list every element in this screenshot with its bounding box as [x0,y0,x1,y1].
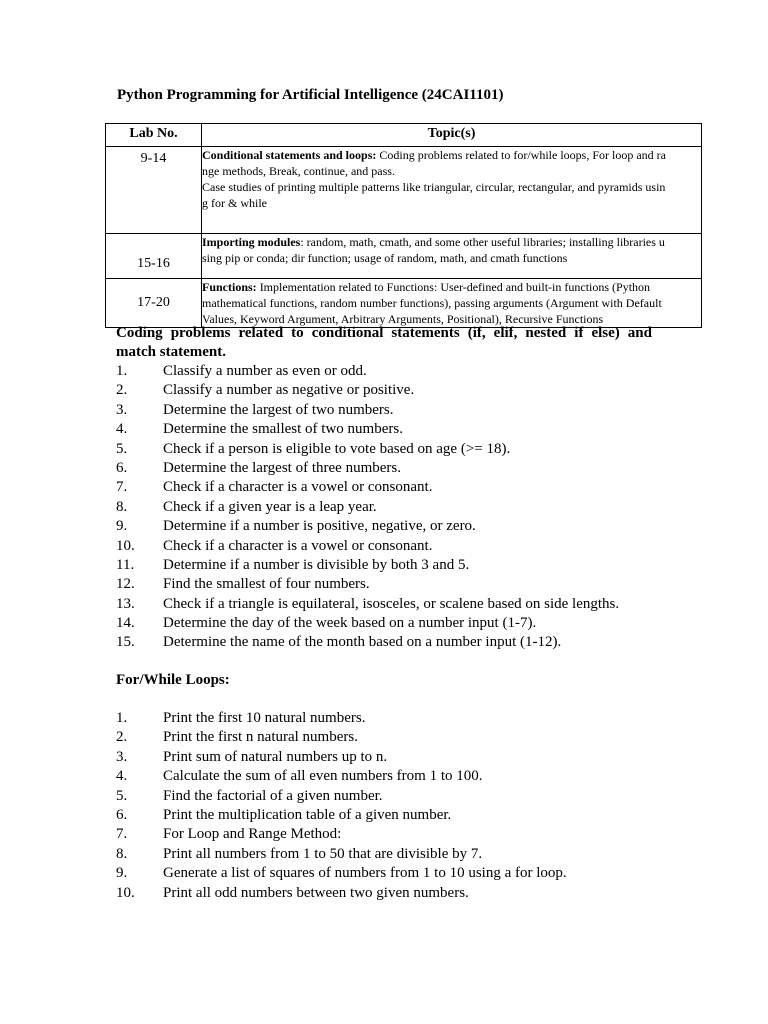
list-item [116,845,652,864]
list-item [116,401,652,420]
list-item [116,614,652,633]
topic-line: mathematical functions, random number functions), passing arguments (Argument with Default [202,296,662,310]
item-text: Check if a given year is a leap year. [163,498,377,515]
item-number: 14. [116,615,135,632]
list-item [116,478,652,497]
section-heading-line1: Coding problems related to conditional statements (if, elif, nested if else) and [116,325,652,341]
topic-line: Case studies of printing multiple patterns like triangular, circular, rectangular, and pyramids usin [202,180,666,194]
topic-line: Importing modules: random, math, cmath, and some other useful libraries; installing libraries u [202,235,665,249]
list-item [116,864,652,883]
item-text: Find the factorial of a given number. [163,787,383,804]
section-heading: For/While Loops: [116,672,230,688]
list-item [116,767,652,786]
conditional-section [116,324,652,653]
topic-line: Conditional statements and loops: Coding problems related to for/while loops, For loop and ra [202,148,666,162]
topic-line: Functions: Implementation related to Functions: User-defined and built-in functions (Python [202,280,651,294]
item-number: 1. [116,363,128,379]
list-item [116,459,652,478]
loops-section [116,671,652,903]
item-text: Print all odd numbers between two given numbers. [163,884,469,901]
table-row [106,234,702,279]
lab-number: 15-16 [106,234,202,279]
item-number: 7. [116,479,128,496]
item-text: Determine the largest of three numbers. [163,459,401,476]
lab-topics-table [105,123,702,328]
item-text: Determine the day of the week based on a number input (1-7). [163,615,537,632]
item-text: Determine if a number is divisible by both 3 and 5. [163,556,470,573]
header-lab-no: Lab No. [106,124,202,147]
item-number: 3. [116,401,128,418]
item-text: Check if a character is a vowel or consonant. [163,479,433,496]
item-number: 12. [116,576,135,593]
list-item [116,709,652,728]
table-row [106,279,702,328]
item-text: Find the smallest of four numbers. [163,576,370,593]
item-text: Print all numbers from 1 to 50 that are divisible by 7. [163,845,483,862]
item-text: Check if a character is a vowel or consonant. [163,537,433,554]
list-item [116,517,652,536]
item-text: Print the multiplication table of a given number. [163,806,452,823]
header-topics: Topic(s) [202,124,702,147]
item-text: Print sum of natural numbers up to n. [163,748,388,765]
item-text: Check if a triangle is equilateral, isosceles, or scalene based on side lengths. [163,595,620,612]
item-number: 3. [116,748,128,765]
topic-line: sing pip or conda; dir function; usage of random, math, and cmath functions [202,251,568,265]
item-text: Determine if a number is positive, negative, or zero. [163,518,476,535]
item-number: 8. [116,845,128,862]
item-number: 11. [116,556,135,573]
list-item [116,787,652,806]
item-number: 2. [116,729,128,746]
conditional-problem-list [116,362,652,653]
item-text: Print the first n natural numbers. [163,729,358,746]
item-number: 13. [116,595,135,612]
item-text: Classify a number as even or odd. [163,363,367,379]
section-heading-line2: match statement. [116,344,226,360]
list-item [116,362,652,381]
item-text: Determine the smallest of two numbers. [163,421,403,438]
topic-line: nge methods, Break, continue, and pass. [202,164,395,178]
list-item [116,806,652,825]
list-item [116,420,652,439]
item-number: 9. [116,518,128,535]
list-item [116,748,652,767]
item-number: 6. [116,459,128,476]
item-text: Check if a person is eligible to vote based on age (>= 18). [163,440,511,457]
list-item [116,381,652,400]
list-item [116,498,652,517]
item-number: 15. [116,634,135,651]
item-number: 6. [116,806,128,823]
list-item [116,884,652,903]
item-number: 7. [116,826,128,843]
item-number: 4. [116,421,128,438]
item-text: Classify a number as negative or positive. [163,382,415,399]
list-item [116,595,652,614]
item-text: For Loop and Range Method: [163,826,342,843]
topic-cell [202,279,702,328]
topic-line: g for & while [202,196,267,210]
list-item [116,537,652,556]
item-text: Determine the largest of two numbers. [163,401,394,418]
list-item [116,575,652,594]
document-title: Python Programming for Artificial Intelligence (24CAI1101) [117,87,504,103]
item-text: Calculate the sum of all even numbers from 1 to 100. [163,768,483,785]
item-number: 1. [116,710,128,726]
list-item [116,440,652,459]
item-text: Determine the name of the month based on a number input (1-12). [163,634,562,651]
item-number: 8. [116,498,128,515]
list-item [116,633,652,652]
lab-number: 17-20 [106,279,202,328]
item-text: Print the first 10 natural numbers. [163,710,366,726]
item-number: 10. [116,884,135,901]
topic-line: Values, Keyword Argument, Arbitrary Arguments, Positional), Recursive Functions [202,312,604,326]
list-item [116,556,652,575]
list-item [116,825,652,844]
loop-problem-list [116,709,652,903]
item-text: Generate a list of squares of numbers from 1 to 10 using a for loop. [163,865,567,882]
item-number: 10. [116,537,135,554]
item-number: 5. [116,787,128,804]
list-item [116,728,652,747]
item-number: 2. [116,382,128,399]
item-number: 5. [116,440,128,457]
item-number: 4. [116,768,128,785]
lab-number: 9-14 [106,147,202,234]
item-number: 9. [116,865,128,882]
topic-cell [202,234,702,279]
table-row [106,147,702,234]
topic-cell [202,147,702,234]
